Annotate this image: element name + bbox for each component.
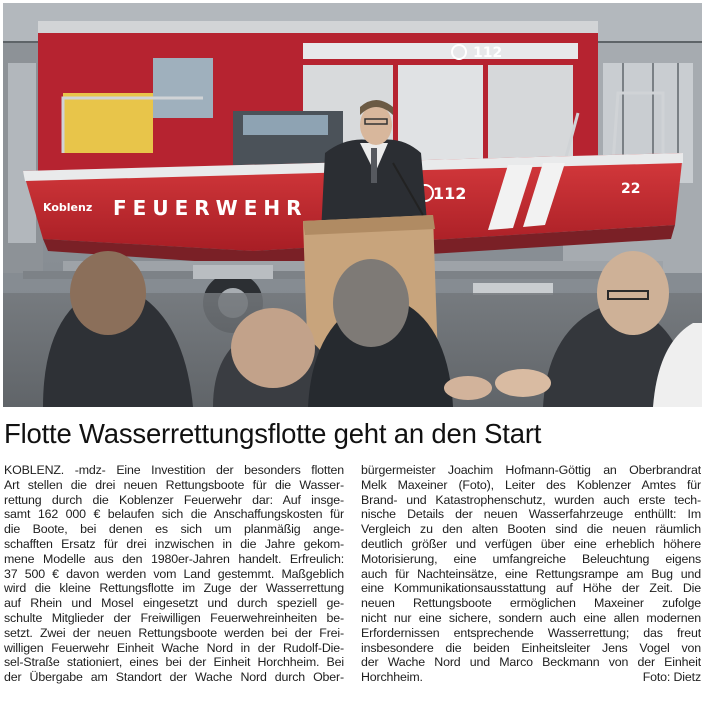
article-column-left: [4, 463, 344, 685]
boat-number: 22: [621, 181, 641, 197]
text-line: nicht nur eine sichere, sondern auch eine allen modernen: [361, 610, 701, 625]
text-line: setzt. Zwei der neuen Rettungsboote werden bei der Frei-: [4, 625, 344, 640]
text-line: wird die kleine Rettungsflotte im Zuge der Wasserrettung: [4, 581, 344, 596]
text-line: schafften Ersatz für drei inzwischen in die Jahre gekom-: [4, 536, 344, 551]
article-column-right: [361, 463, 701, 685]
text-line: willigen Feuerwehr Einheit Wache Nord in der Rudolf-Die-: [4, 640, 344, 655]
text-line: rettung durch die Koblenzer Feuerwehr dar: Auf insge-: [4, 492, 344, 507]
text-line-last: Horchheim.: [361, 670, 423, 685]
text-line: insbesondere die beiden Einheitsleiter Jens Vogel von: [361, 640, 701, 655]
text-line: Art stellen die drei neuen Rettungsboote für die Wasser-: [4, 477, 344, 492]
text-line: mene Modelle aus den 1980er-Jahren handelt. Erfreulich:: [4, 551, 344, 566]
text-line: Motorisierung, eine umfangreiche Beleuchtung eigens: [361, 551, 701, 566]
boat-lettering: FEUERWEHR: [113, 196, 308, 220]
boat-side-label: Koblenz: [43, 201, 93, 214]
boat-code: 112: [433, 184, 467, 203]
text-line: die Boote, bei denen es sich um planmäßig ange-: [4, 522, 344, 537]
text-line: deutlich größer und verfügen über eine erheblich höhere: [361, 536, 701, 551]
text-line: Melk Maxeiner (Foto), Leiter des Koblenzer Amtes für: [361, 477, 701, 492]
text-line: neuen Rettungsboote ermöglichen Maxeiner zufolge: [361, 596, 701, 611]
text-line: samt 162 000 € belaufen sich die Anschaffungskosten für: [4, 507, 344, 522]
text-line: eine Kommunikationsausstattung auf Höhe der Zeit. Die: [361, 581, 701, 596]
fire-boat-handover-scene: [3, 3, 702, 407]
photo-credit: Foto: Dietz: [642, 670, 701, 685]
text-line: der Übergabe am Standort der Wache Nord durch Ober-: [4, 670, 344, 685]
text-line: Brand- und Katastrophenschutz, wurden auch erste tech-: [361, 492, 701, 507]
text-line: Erfordernissen entsprechende Wasserrettung; das freut: [361, 625, 701, 640]
text-line: 37 500 € davon werden vom Land gestemmt. Maßgeblich: [4, 566, 344, 581]
text-line: auch für Nachteinsätze, eine Rettungsrampe am Bug und: [361, 566, 701, 581]
text-line: bürgermeister Joachim Hofmann-Göttig an Oberbrandrat: [361, 463, 701, 477]
text-line: nische Details der neuen Wasserfahrzeuge enthüllt: Im: [361, 507, 701, 522]
text-line: schulte Mitglieder der Freiwilligen Feuerwehreinheiten be-: [4, 610, 344, 625]
audience: [43, 251, 702, 407]
truck-code: 112: [473, 45, 503, 61]
text-line: KOBLENZ. -mdz- Eine Investition der besonders flotten: [4, 463, 344, 477]
article-photo: [3, 3, 702, 407]
article-headline: Flotte Wasserrettungsflotte geht an den Start: [4, 418, 542, 449]
text-line: sel-Straße stationiert, eines bei der Einheit Horchheim. Bei: [4, 655, 344, 670]
closing-line: [361, 670, 701, 685]
text-line: auf Rhein und Mosel eingesetzt und durch speziell ge-: [4, 596, 344, 611]
text-line: Vergleich zu den alten Booten sind die neuen räumlich: [361, 522, 701, 537]
text-line: der Wache Nord und Marco Beckmann von der Einheit: [361, 655, 701, 670]
